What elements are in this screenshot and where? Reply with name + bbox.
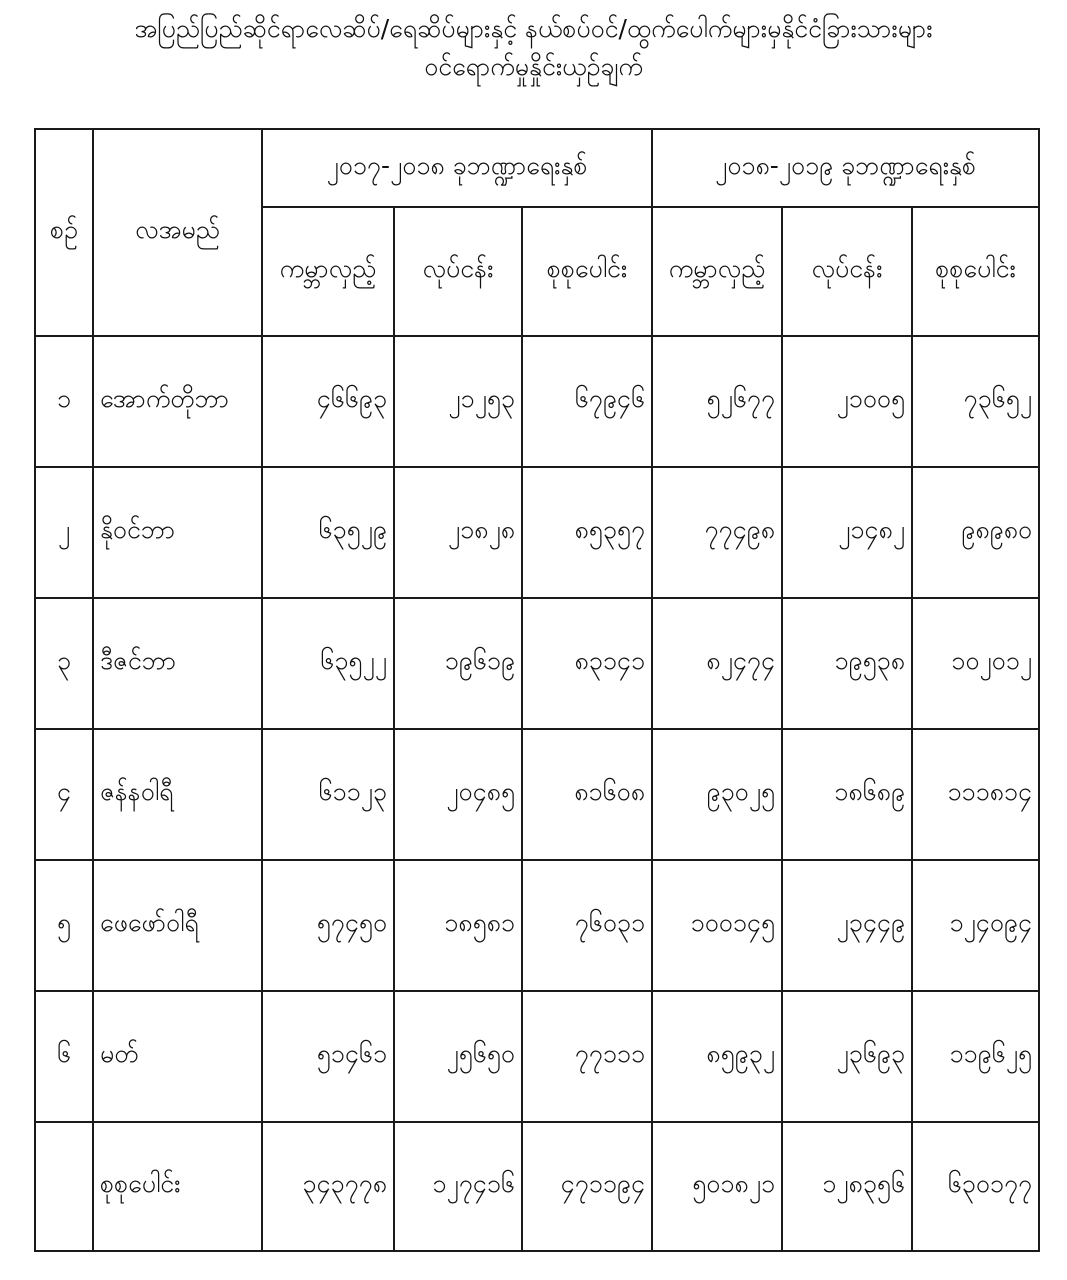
cell-tourist-1: ၄၆၆၉၃ — [262, 336, 394, 467]
header-total-2: စုစုပေါင်း — [912, 207, 1039, 336]
cell-total-1: ၄၇၁၁၉၄ — [522, 1122, 652, 1251]
cell-total-1: ၈၅၃၅၇ — [522, 467, 652, 598]
row-month: မတ် — [93, 991, 262, 1122]
table-row — [35, 467, 1039, 598]
cell-business-1: ၂၁၈၂၈ — [394, 467, 522, 598]
table-row — [35, 991, 1039, 1122]
cell-tourist-1: ၅၁၄၆၁ — [262, 991, 394, 1122]
cell-total-1: ၇၆၀၃၁ — [522, 860, 652, 991]
row-serial: ၁ — [35, 336, 93, 467]
header-business-2: လုပ်ငန်း — [782, 207, 912, 336]
cell-business-2: ၂၃၄၄၉ — [782, 860, 912, 991]
cell-total-2: ၆၃၀၁၇၇ — [912, 1122, 1039, 1251]
cell-tourist-2: ၈၂၄၇၄ — [652, 598, 782, 729]
cell-business-1: ၁၂၇၄၁၆ — [394, 1122, 522, 1251]
cell-total-2: ၁၁၁၈၁၄ — [912, 729, 1039, 860]
cell-tourist-2: ၅၀၁၈၂၁ — [652, 1122, 782, 1251]
row-serial: ၂ — [35, 467, 93, 598]
cell-business-1: ၁၈၅၈၁ — [394, 860, 522, 991]
cell-business-2: ၁၂၈၃၅၆ — [782, 1122, 912, 1251]
table-row — [35, 729, 1039, 860]
cell-business-2: ၁၉၅၃၈ — [782, 598, 912, 729]
row-serial: ၆ — [35, 991, 93, 1122]
cell-tourist-1: ၆၁၁၂၃ — [262, 729, 394, 860]
table-row — [35, 860, 1039, 991]
cell-tourist-1: ၆၃၅၂၉ — [262, 467, 394, 598]
row-month: နိုဝင်ဘာ — [93, 467, 262, 598]
cell-total-2: ၁၁၉၆၂၅ — [912, 991, 1039, 1122]
cell-tourist-1: ၃၄၃၇၇၈ — [262, 1122, 394, 1251]
document-title — [0, 10, 1067, 86]
header-serial-no: စဉ် — [35, 129, 93, 336]
title-line-1: အပြည်ပြည်ဆိုင်ရာလေဆိပ်/ရေဆိပ်များနှင့် နယ်စပ်ဝင်/ထွက်ပေါက်များမှနိုင်ငံခြားသားများ — [134, 14, 933, 43]
cell-business-2: ၂၁၀၀၅ — [782, 336, 912, 467]
table-row — [35, 336, 1039, 467]
row-serial: ၄ — [35, 729, 93, 860]
cell-total-2: ၁၂၄၀၉၄ — [912, 860, 1039, 991]
row-month: ဒီဇင်ဘာ — [93, 598, 262, 729]
cell-total-1: ၈၃၁၄၁ — [522, 598, 652, 729]
cell-business-1: ၂၅၆၅၀ — [394, 991, 522, 1122]
cell-tourist-1: ၆၃၅၂၂ — [262, 598, 394, 729]
cell-tourist-2: ၅၂၆၇၇ — [652, 336, 782, 467]
row-month: စုစုပေါင်း — [93, 1122, 262, 1251]
arrivals-comparison-table — [34, 128, 1040, 1252]
row-serial: ၃ — [35, 598, 93, 729]
cell-total-1: ၆၇၉၄၆ — [522, 336, 652, 467]
cell-business-2: ၁၈၆၈၉ — [782, 729, 912, 860]
title-line-2: ဝင်ရောက်မှုနှိုင်းယှဉ်ချက် — [424, 52, 643, 81]
row-month: အောက်တိုဘာ — [93, 336, 262, 467]
cell-total-2: ၇၃၆၅၂ — [912, 336, 1039, 467]
cell-tourist-2: ၈၅၉၃၂ — [652, 991, 782, 1122]
cell-total-2: ၁၀၂၀၁၂ — [912, 598, 1039, 729]
header-tourist-1: ကမ္ဘာလှည့် — [262, 207, 394, 336]
row-month: ဖေဖော်ဝါရီ — [93, 860, 262, 991]
header-month: လအမည် — [93, 129, 262, 336]
cell-total-2: ၉၈၉၈၀ — [912, 467, 1039, 598]
header-total-1: စုစုပေါင်း — [522, 207, 652, 336]
cell-tourist-2: ၇၇၄၉၈ — [652, 467, 782, 598]
cell-business-2: ၂၃၆၉၃ — [782, 991, 912, 1122]
cell-tourist-1: ၅၇၄၅၀ — [262, 860, 394, 991]
header-business-1: လုပ်ငန်း — [394, 207, 522, 336]
cell-total-1: ၇၇၁၁၁ — [522, 991, 652, 1122]
row-serial: ၅ — [35, 860, 93, 991]
cell-total-1: ၈၁၆၀၈ — [522, 729, 652, 860]
cell-business-2: ၂၁၄၈၂ — [782, 467, 912, 598]
table-total-row — [35, 1122, 1039, 1251]
table-row — [35, 598, 1039, 729]
cell-business-1: ၂၁၂၅၃ — [394, 336, 522, 467]
row-month: ဇန်နဝါရီ — [93, 729, 262, 860]
header-year-group-2: ၂၀၁၈-၂၀၁၉ ခုဘဏ္ဍာရေးနှစ် — [652, 129, 1039, 207]
header-year-group-1: ၂၀၁၇-၂၀၁၈ ခုဘဏ္ဍာရေးနှစ် — [262, 129, 652, 207]
row-serial — [35, 1122, 93, 1251]
cell-tourist-2: ၉၃၀၂၅ — [652, 729, 782, 860]
cell-business-1: ၂၀၄၈၅ — [394, 729, 522, 860]
cell-tourist-2: ၁၀၀၁၄၅ — [652, 860, 782, 991]
cell-business-1: ၁၉၆၁၉ — [394, 598, 522, 729]
header-tourist-2: ကမ္ဘာလှည့် — [652, 207, 782, 336]
